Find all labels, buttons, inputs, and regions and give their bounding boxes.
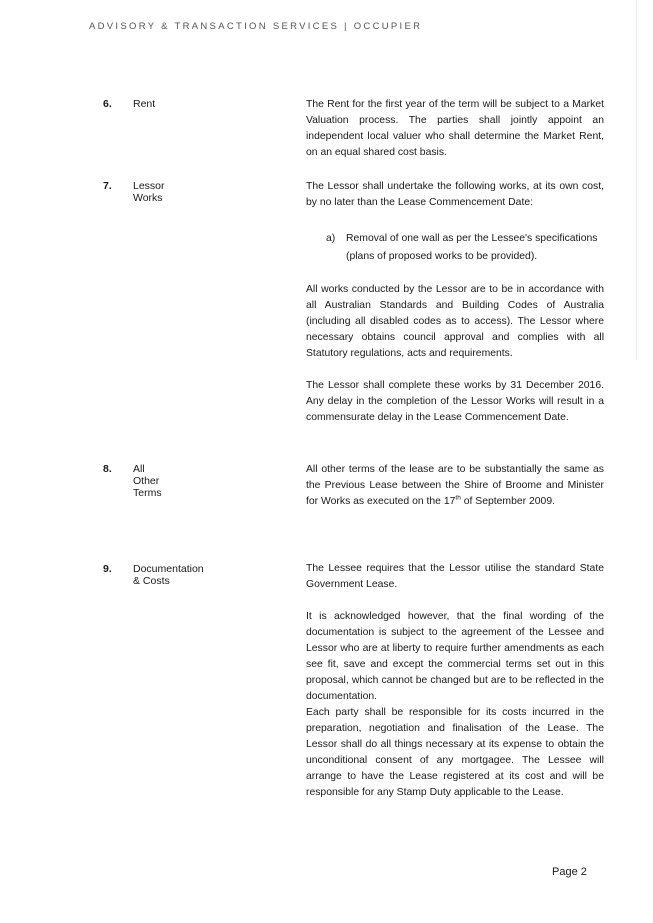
scan-edge-mark (636, 0, 637, 360)
paragraph-text: All other terms of the lease are to be substantially the same as the Previous Lease between the Shire of Broome and Minister for Works as executed on the 17 (306, 464, 604, 507)
section-title: Lessor Works (133, 180, 165, 204)
paragraph: The Rent for the first year of the term will be subject to a Market Valuation process. The parties shall jointly appoint an independent local valuer who shall determine the Market Rent, on an equal shared cost basis. (306, 99, 604, 158)
paragraph: The Lessee requires that the Lessor utilise the standard State Government Lease. (306, 563, 604, 590)
ordinal-suffix: th (455, 494, 461, 502)
paragraph: All works conducted by the Lessor are to be in accordance with all Australian Standards and Building Codes of Australia (including all disabled codes as to access). The Lessor where necessary obtains council approval and complies with all Statutory regulations, acts and requirements. (306, 284, 604, 359)
section-7-intro (306, 179, 604, 211)
section-6-body (306, 97, 604, 161)
paragraph-text: of September 2009. (460, 496, 555, 507)
section-number: 9. (103, 563, 112, 575)
paragraph: The Lessor shall undertake the following works, at its own cost, by no later than the Lease Commencement Date: (306, 181, 604, 208)
paragraph (306, 462, 604, 510)
document-header: ADVISORY & TRANSACTION SERVICES | OCCUPIER (89, 21, 423, 32)
paragraph: It is acknowledged however, that the final wording of the documentation is subject to the agreement of the Lessee and Lessor who are at liberty to require further amendments as each see fit, save and except the commercial terms set out in this proposal, which cannot be changed but are to be reflected in the documentation. (306, 611, 604, 702)
section-title: All Other Terms (133, 463, 162, 499)
section-number: 8. (103, 463, 112, 475)
section-title: Documentation & Costs (133, 563, 204, 587)
section-title: Rent (133, 98, 156, 110)
section-8-body (306, 462, 604, 510)
section-7-body (306, 282, 604, 426)
paragraph: The Lessor shall complete these works by 31 December 2016. Any delay in the completion of the Lessor Works will result in a commensurate delay in the Lease Commencement Date. (306, 380, 604, 423)
section-9-body (306, 561, 604, 801)
page-number: Page 2 (552, 866, 587, 878)
paragraph: Each party shall be responsible for its costs incurred in the preparation, negotiation and finalisation of the Lease. The Lessor shall do all things necessary at its expense to obtain the unconditional consent of any mortgagee. The Lessee will arrange to have the Lease registered at its cost and will be responsible for any Stamp Duty applicable to the Lease. (306, 707, 604, 798)
section-number: 6. (103, 98, 112, 110)
list-item-text: Removal of one wall as per the Lessee's specifications (346, 233, 598, 244)
list-item (326, 230, 606, 266)
list-item-continuation: (plans of proposed works to be provided). (346, 251, 538, 262)
list-marker: a) (326, 233, 336, 244)
section-number: 7. (103, 180, 112, 192)
